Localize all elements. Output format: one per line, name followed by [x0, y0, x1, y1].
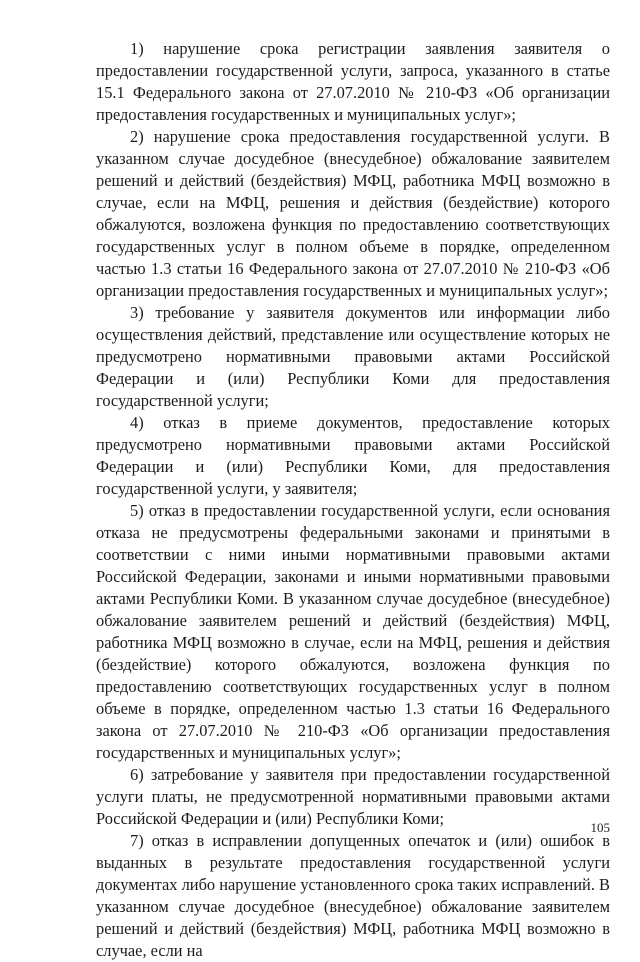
page-number: 105	[590, 820, 610, 835]
paragraph-5: 5) отказ в предоставлении государственной услуги, если основания отказа не предусмотрены федеральными законами и принятыми в соответствии с ними иными нормативными правовыми актами Российской Федерации, законами и иными нормативными правовыми актами Республики Коми. В указанном случае досудебное (внесудебное) обжалование заявителем решений и действий (бездействия) МФЦ, работника МФЦ возможно в случае, если на МФЦ, решения и действия (бездействие) которого обжалуются, возложена функция по предоставлению соответствующих государственных услуг в полном объеме в порядке, определенном частью 1.3 статьи 16 Федерального закона от 27.07.2010 № 210-ФЗ «Об организации предоставления государственных и муниципальных услуг»;	[96, 501, 610, 762]
paragraph-4: 4) отказ в приеме документов, предоставление которых предусмотрено нормативными правовыми актами Российской Федерации и (или) Республики Коми, для предоставления государственной услуги, у заявителя;	[96, 413, 610, 498]
paragraph-6: 6) затребование у заявителя при предоставлении государственной услуги платы, не предусмотренной нормативными правовыми актами Российской Федерации и (или) Республики Коми;	[96, 765, 610, 828]
paragraph-1: 1) нарушение срока регистрации заявления заявителя о предоставлении государственной услуги, запроса, указанного в статье 15.1 Федерального закона от 27.07.2010 № 210-ФЗ «Об организации предоставления государственных и муниципальных услуг»;	[96, 39, 610, 124]
document-body	[96, 38, 610, 962]
paragraph-3: 3) требование у заявителя документов или информации либо осуществления действий, представление или осуществление которых не предусмотрено нормативными правовыми актами Российской Федерации и (или) Республики Коми для предоставления государственной услуги;	[96, 303, 610, 410]
paragraph-7: 7) отказ в исправлении допущенных опечаток и (или) ошибок в выданных в результате предоставления государственной услуги документах либо нарушение установленного срока таких исправлений. В указанном случае досудебное (внесудебное) обжалование заявителем решений и действий (бездействия) МФЦ, работника МФЦ возможно в случае, если на	[96, 831, 610, 960]
paragraph-2: 2) нарушение срока предоставления государственной услуги. В указанном случае досудебное (внесудебное) обжалование заявителем решений и действий (бездействия) МФЦ, работника МФЦ возможно в случае, если на МФЦ, решения и действия (бездействие) которого обжалуются, возложена функция по предоставлению соответствующих государственных услуг в полном объеме в порядке, определенном частью 1.3 статьи 16 Федерального закона от 27.07.2010 № 210-ФЗ «Об организации предоставления государственных и муниципальных услуг»;	[96, 127, 610, 300]
